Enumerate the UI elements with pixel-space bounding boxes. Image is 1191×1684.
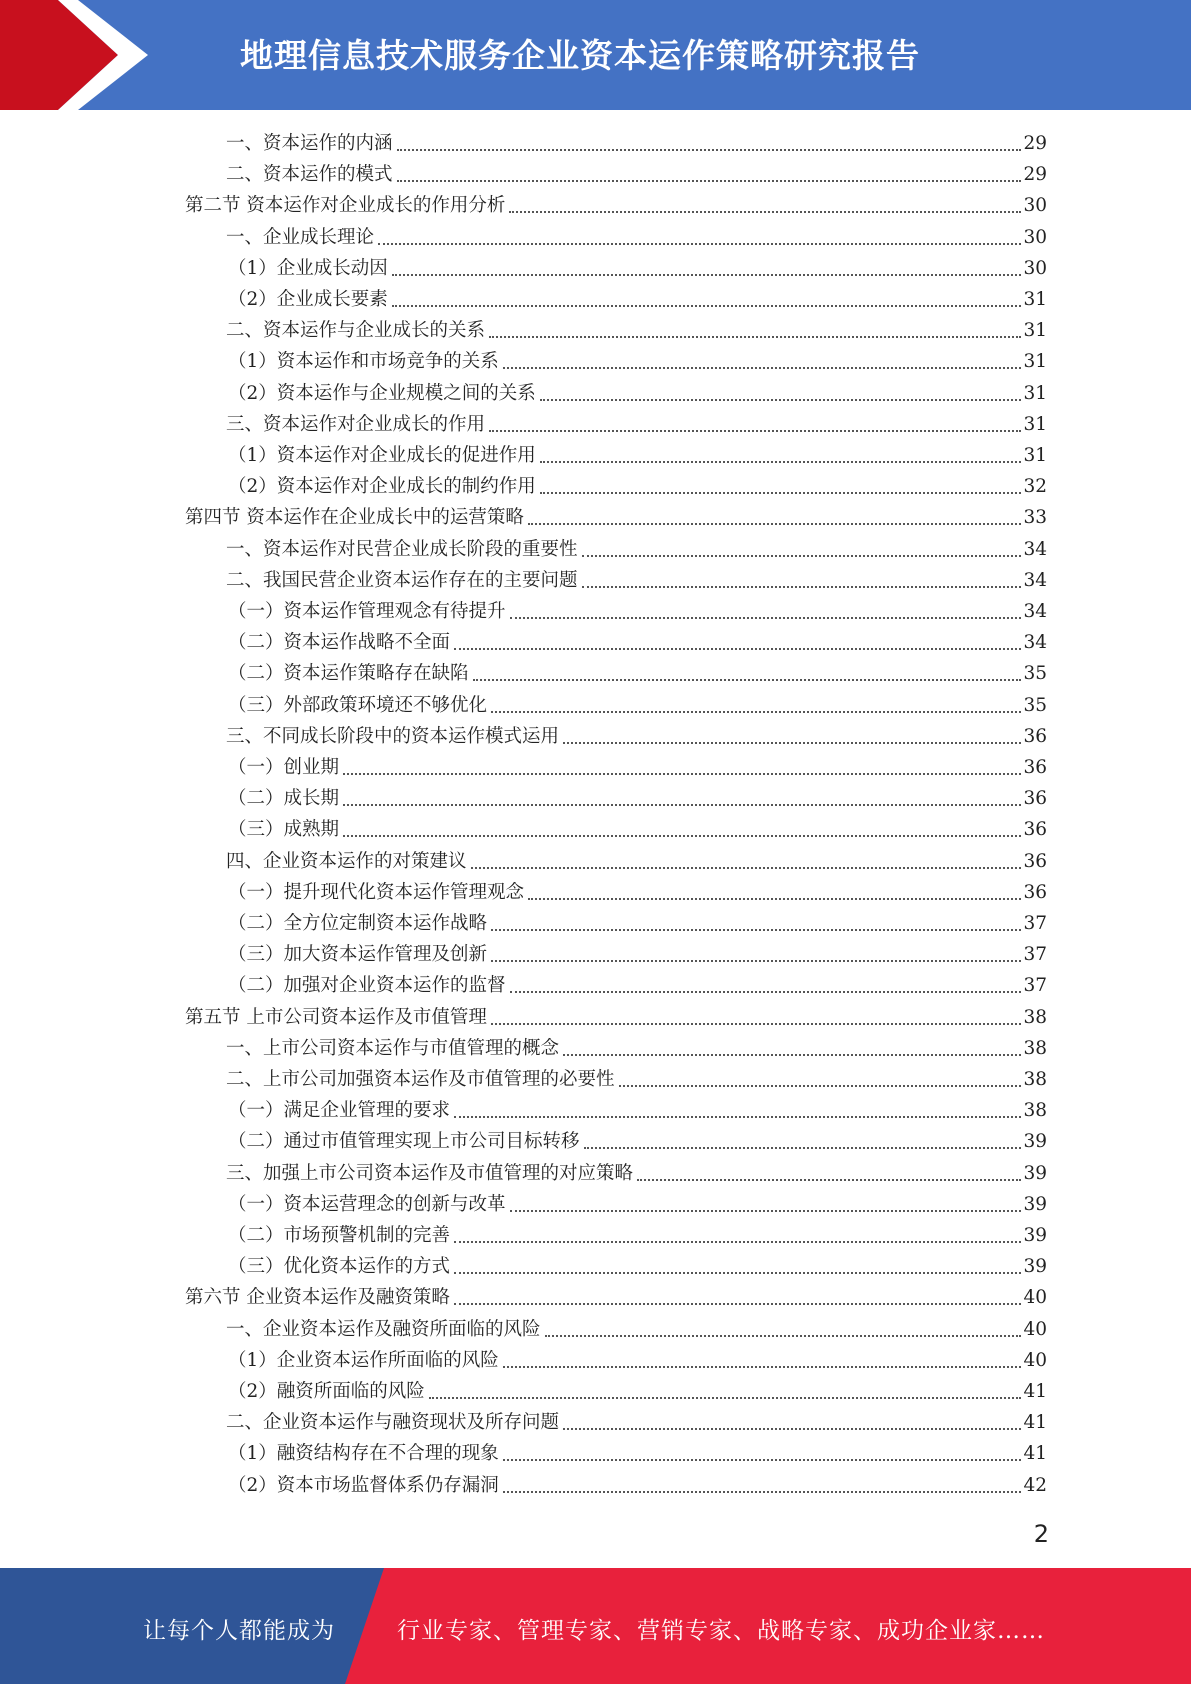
toc-leader-dots [563, 742, 1021, 744]
toc-entry-label: （一）资本运作管理观念有待提升 [228, 601, 506, 622]
toc-leader-dots [503, 1491, 1022, 1493]
report-title: 地理信息技术服务企业资本运作策略研究报告 [240, 36, 920, 75]
toc-entry-label: （一）资本运营理念的创新与改革 [228, 1193, 506, 1215]
toc-leader-dots [491, 1023, 1022, 1025]
toc-entry[interactable] [228, 1126, 1047, 1157]
toc-entry-page: 35 [1023, 694, 1047, 716]
toc-entry[interactable] [226, 721, 1047, 752]
toc-entry-page: 30 [1023, 195, 1047, 217]
toc-entry-page: 34 [1023, 538, 1047, 560]
footer-slogan-left: 让每个人都能成为 [143, 1618, 335, 1644]
toc-leader-dots [397, 149, 1022, 151]
toc-entry-page: 31 [1023, 445, 1047, 466]
toc-leader-dots [343, 773, 1021, 775]
toc-leader-dots [454, 1116, 1021, 1118]
toc-entry[interactable] [228, 1251, 1047, 1282]
toc-leader-dots [489, 430, 1021, 432]
toc-entry-label: （一）提升现代化资本运作管理观念 [228, 881, 525, 903]
toc-entry-label: （二）全方位定制资本运作战略 [228, 913, 488, 934]
toc-entry-page: 29 [1023, 133, 1047, 154]
toc-entry-page: 38 [1023, 1100, 1047, 1122]
toc-leader-dots [503, 1459, 1022, 1461]
toc-entry[interactable] [226, 128, 1047, 159]
toc-entry-page: 34 [1023, 601, 1047, 622]
toc-entry-label: （二）资本运作战略不全面 [228, 632, 451, 654]
toc-entry-label: （二）市场预警机制的完善 [228, 1225, 451, 1246]
toc-entry-label: 二、上市公司加强资本运作及市值管理的必要性 [226, 1069, 615, 1090]
toc-leader-dots [471, 867, 1022, 869]
toc-leader-dots [489, 336, 1021, 338]
toc-entry[interactable] [228, 814, 1047, 845]
toc-entry-label: 四、企业资本运作的对策建议 [226, 850, 467, 872]
toc-entry[interactable] [226, 159, 1047, 190]
toc-leader-dots [582, 555, 1022, 557]
toc-leader-dots [540, 399, 1022, 401]
toc-entry[interactable] [226, 1064, 1047, 1095]
toc-leader-dots [378, 243, 1021, 245]
toc-entry[interactable] [228, 378, 1047, 409]
toc-leader-dots [491, 711, 1021, 713]
toc-entry-label: （一）满足企业管理的要求 [228, 1100, 451, 1122]
toc-entry-page: 39 [1023, 1131, 1047, 1153]
toc-entry-page: 36 [1023, 788, 1047, 810]
toc-leader-dots [454, 1303, 1022, 1305]
toc-entry-label: （三）外部政策环境还不够优化 [228, 694, 488, 716]
toc-entry-label: （2）资本运作与企业规模之间的关系 [228, 382, 536, 404]
toc-entry[interactable] [228, 877, 1047, 908]
toc-entry-page: 34 [1023, 632, 1047, 654]
footer-banner [0, 1568, 1191, 1684]
toc-entry-label: （三）成熟期 [228, 819, 340, 841]
toc-leader-dots [491, 929, 1021, 931]
toc-entry[interactable] [228, 939, 1047, 970]
toc-entry[interactable] [228, 627, 1047, 658]
toc-entry-page: 40 [1023, 1287, 1047, 1309]
toc-leader-dots [343, 835, 1021, 837]
toc-entry-page: 36 [1023, 725, 1047, 747]
toc-entry-label: 一、企业成长理论 [226, 226, 375, 248]
toc-entry-page: 36 [1023, 757, 1047, 778]
toc-entry[interactable] [226, 1407, 1047, 1438]
toc-entry[interactable] [185, 1002, 1047, 1033]
toc-entry-label: 一、企业资本运作及融资所面临的风险 [226, 1318, 541, 1340]
toc-entry-page: 39 [1023, 1193, 1047, 1215]
toc-entry-label: （2）资本运作对企业成长的制约作用 [228, 476, 536, 498]
toc-entry-page: 33 [1023, 507, 1047, 529]
toc-entry-page: 41 [1023, 1443, 1047, 1465]
toc-leader-dots [545, 1335, 1022, 1337]
toc-entry[interactable] [228, 970, 1047, 1001]
toc-entry-label: （三）优化资本运作的方式 [228, 1256, 451, 1278]
toc-entry-page: 38 [1023, 1006, 1047, 1028]
toc-leader-dots [528, 523, 1022, 525]
toc-leader-dots [540, 461, 1022, 463]
toc-leader-dots [503, 1366, 1022, 1368]
toc-entry[interactable] [185, 190, 1047, 221]
toc-entry[interactable] [228, 1220, 1047, 1251]
toc-leader-dots [454, 648, 1021, 650]
toc-leader-dots [397, 180, 1022, 182]
toc-entry-label: 第六节 企业资本运作及融资策略 [185, 1287, 450, 1309]
toc-entry-page: 36 [1023, 819, 1047, 841]
toc-entry-label: （2）资本市场监督体系仍存漏洞 [228, 1474, 499, 1496]
toc-leader-dots [392, 274, 1022, 276]
toc-entry[interactable] [228, 1095, 1047, 1126]
toc-entry-label: 一、上市公司资本运作与市值管理的概念 [226, 1037, 560, 1059]
toc-entry-page: 32 [1023, 476, 1047, 498]
header-banner [0, 0, 1191, 110]
toc-entry[interactable] [228, 690, 1047, 721]
toc-entry[interactable] [226, 534, 1047, 565]
toc-entry-label: （2）融资所面临的风险 [228, 1381, 425, 1402]
toc-entry[interactable] [185, 502, 1047, 533]
toc-entry-page: 31 [1023, 289, 1047, 310]
toc-entry-page: 37 [1023, 975, 1047, 997]
toc-entry-page: 34 [1023, 569, 1047, 591]
toc-entry-label: （1）企业成长动因 [228, 257, 388, 279]
toc-leader-dots [582, 586, 1022, 588]
toc-entry-page: 35 [1023, 663, 1047, 685]
toc-entry[interactable] [228, 471, 1047, 502]
toc-entry[interactable] [226, 1158, 1047, 1189]
toc-entry[interactable] [226, 1033, 1047, 1064]
toc-entry-page: 31 [1023, 351, 1047, 373]
toc-entry-label: 一、资本运作对民营企业成长阶段的重要性 [226, 538, 578, 560]
toc-entry-label: （二）通过市值管理实现上市公司目标转移 [228, 1131, 580, 1153]
toc-entry-label: 三、不同成长阶段中的资本运作模式运用 [226, 725, 560, 747]
toc-entry[interactable] [228, 253, 1047, 284]
toc-entry-label: （1）企业资本运作所面临的风险 [228, 1349, 499, 1371]
toc-entry-page: 39 [1023, 1162, 1047, 1184]
toc-entry-page: 42 [1023, 1474, 1047, 1496]
toc-leader-dots [510, 617, 1022, 619]
toc-entry[interactable] [228, 658, 1047, 689]
toc-entry[interactable] [228, 752, 1047, 783]
toc-leader-dots [503, 367, 1022, 369]
toc-entry-label: 第二节 资本运作对企业成长的作用分析 [185, 195, 506, 217]
toc-entry-page: 30 [1023, 257, 1047, 279]
toc-leader-dots [454, 1272, 1021, 1274]
toc-leader-dots [473, 679, 1022, 681]
toc-entry-label: （三）加大资本运作管理及创新 [228, 944, 488, 966]
toc-entry-page: 37 [1023, 913, 1047, 934]
toc-entry[interactable] [228, 1470, 1047, 1501]
toc-entry-label: 二、资本运作与企业成长的关系 [226, 320, 486, 342]
toc-entry-label: 二、资本运作的模式 [226, 164, 393, 186]
toc-leader-dots [563, 1428, 1021, 1430]
toc-entry-page: 41 [1023, 1412, 1047, 1434]
toc-leader-dots [491, 960, 1021, 962]
toc-entry[interactable] [228, 1345, 1047, 1376]
toc-entry-page: 31 [1023, 320, 1047, 342]
toc-entry-page: 36 [1023, 881, 1047, 903]
toc-leader-dots [429, 1397, 1022, 1399]
toc-leader-dots [563, 1054, 1021, 1056]
toc-entry[interactable] [228, 783, 1047, 814]
toc-leader-dots [509, 211, 1021, 213]
toc-entry[interactable] [185, 1282, 1047, 1313]
toc-leader-dots [454, 1241, 1021, 1243]
toc-entry[interactable] [228, 440, 1047, 471]
toc-entry[interactable] [228, 908, 1047, 939]
toc-entry-label: 二、企业资本运作与融资现状及所存问题 [226, 1412, 560, 1434]
toc-leader-dots [510, 991, 1022, 993]
toc-entry-label: （2）企业成长要素 [228, 289, 388, 310]
toc-entry-page: 40 [1023, 1318, 1047, 1340]
toc-entry-label: 第五节 上市公司资本运作及市值管理 [185, 1006, 487, 1028]
toc-entry-label: （二）成长期 [228, 788, 340, 810]
toc-entry-label: （一）创业期 [228, 757, 340, 778]
toc-leader-dots [619, 1085, 1022, 1087]
toc-entry[interactable] [228, 1438, 1047, 1469]
toc-entry-page: 36 [1023, 850, 1047, 872]
toc-leader-dots [528, 898, 1021, 900]
toc-entry-page: 40 [1023, 1349, 1047, 1371]
toc-leader-dots [584, 1147, 1022, 1149]
toc-entry[interactable] [228, 1189, 1047, 1220]
page-number: 2 [1033, 1520, 1049, 1548]
toc-entry-page: 30 [1023, 226, 1047, 248]
toc-entry[interactable] [226, 1314, 1047, 1345]
toc-leader-dots [540, 492, 1022, 494]
toc-entry-page: 38 [1023, 1037, 1047, 1059]
toc-entry-label: （1）资本运作和市场竞争的关系 [228, 351, 499, 373]
toc-entry[interactable] [228, 284, 1047, 315]
toc-entry-label: 一、资本运作的内涵 [226, 133, 393, 154]
toc-entry-page: 31 [1023, 413, 1047, 435]
header-chevron-decoration [0, 0, 160, 110]
toc-entry[interactable] [226, 846, 1047, 877]
toc-entry-page: 41 [1023, 1381, 1047, 1402]
toc-entry-label: （1）融资结构存在不合理的现象 [228, 1443, 499, 1465]
toc-entry[interactable] [228, 1376, 1047, 1407]
toc-entry[interactable] [226, 409, 1047, 440]
toc-entry-page: 37 [1023, 944, 1047, 966]
toc-leader-dots [637, 1179, 1021, 1181]
toc-entry-page: 39 [1023, 1256, 1047, 1278]
toc-leader-dots [343, 804, 1021, 806]
toc-entry[interactable] [228, 346, 1047, 377]
toc-entry[interactable] [226, 222, 1047, 253]
toc-leader-dots [510, 1210, 1022, 1212]
toc-entry-label: 三、加强上市公司资本运作及市值管理的对应策略 [226, 1162, 634, 1184]
toc-entry-page: 38 [1023, 1069, 1047, 1090]
toc-entry[interactable] [226, 565, 1047, 596]
toc-entry-label: 二、我国民营企业资本运作存在的主要问题 [226, 569, 578, 591]
toc-entry-page: 31 [1023, 382, 1047, 404]
toc-entry-label: 第四节 资本运作在企业成长中的运营策略 [185, 507, 524, 529]
toc-entry-label: （二）资本运作策略存在缺陷 [228, 663, 469, 685]
toc-entry-page: 39 [1023, 1225, 1047, 1246]
toc-entry-label: （1）资本运作对企业成长的促进作用 [228, 445, 536, 466]
toc-entry[interactable] [228, 596, 1047, 627]
toc-entry-label: 三、资本运作对企业成长的作用 [226, 413, 486, 435]
toc-entry[interactable] [226, 315, 1047, 346]
toc-entry-label: （二）加强对企业资本运作的监督 [228, 975, 506, 997]
toc-leader-dots [392, 305, 1022, 307]
toc-entry-page: 29 [1023, 164, 1047, 186]
footer-slogan-right: 行业专家、管理专家、营销专家、战略专家、成功企业家…… [397, 1618, 1045, 1644]
